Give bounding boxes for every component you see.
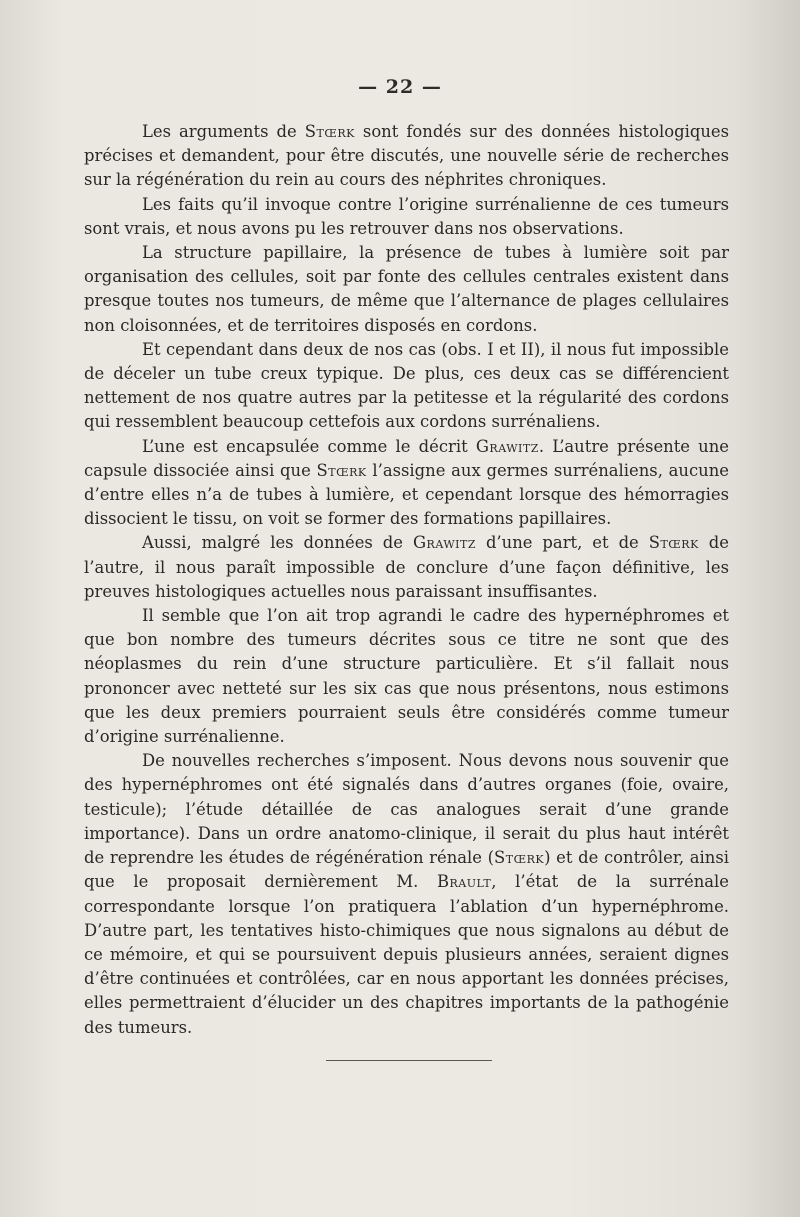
paragraph-text: Il semble que l’on ait trop agrandi le cadre des hypernéphromes et que bon nombre des tumeurs décrites sous ce titre ne sont que des néoplasmes du rein d’une structure particulière. Et s’il fallait nous prononcer avec netteté sur les six cas que nous présentons, nous estimons que les deux premiers pourraient seuls être considérés comme tumeur d’origine surrénalienne. — [84, 606, 729, 747]
section-end-rule — [326, 1060, 492, 1061]
paragraph-3 — [84, 241, 729, 338]
paragraph-text: Et cependant dans deux de nos cas (obs. I et II), il nous fut impossible de déceler un tube creux typique. De plus, ces deux cas se différencient nettement de nos quatre autres par la petitesse et la régularité des cordons qui ressemblent beaucoup cettefois aux cordons surrénaliens. — [84, 339, 729, 432]
paragraph-text: Les arguments de — [142, 122, 305, 141]
paragraph-4 — [84, 338, 729, 435]
author-name: Brault — [436, 872, 492, 892]
paragraph-7 — [84, 604, 729, 749]
paragraph-text: de l’autre, il nous paraît impossible de conclure d’une façon définitive, les preuves histologiques actuelles nous paraissant insuffisantes. — [84, 533, 729, 601]
author-name: Grawitz — [412, 533, 476, 553]
paragraph-text: De nouvelles recherches s’imposent. Nous devons nous souvenir que des hypernéphromes ont été signalés dans d’autres organes (foie, ovaire, testicule); l’étude détaillée de cas analogues serait d’une grande importance). Dans un ordre anatomo-clinique, il serait du plus haut intérêt de reprendre les études de régénération rénale ( — [84, 751, 729, 868]
paragraph-6 — [84, 531, 729, 604]
author-name: Stœrk — [316, 460, 367, 480]
paragraph-text: l’assigne aux germes surrénaliens, aucune d’entre elles n’a de tubes à lumière, et cependant lorsque des hémorragies dissocient le tissu, on voit se former des formations papillaires. — [84, 460, 729, 529]
page-number: — 22 — — [358, 76, 442, 98]
paragraph-text: Les faits qu’il invoque contre l’origine surrénalienne de ces tumeurs sont vrais, et nous avons pu les retrouver dans nos observations. — [84, 194, 729, 238]
paragraph-text: . L’autre présente une capsule dissociée ainsi que — [84, 436, 729, 480]
paragraph-5 — [84, 435, 729, 532]
paragraph-text: La structure papillaire, la présence de tubes à lumière soit par organisation des cellules, soit par fonte des cellules centrales existent dans presque toutes nos tumeurs, de même que l’alternance de plages cellulaires non cloisonnées, et de territoires disposés en cordons. — [84, 243, 729, 335]
paragraph-text: ) et de contrôler, ainsi que le proposait dernièrement M. — [84, 848, 729, 892]
paragraph-text: Aussi, malgré les données de — [142, 533, 413, 553]
author-name: Grawitz — [475, 436, 539, 456]
paragraph-text: d’une part, et de — [475, 533, 649, 553]
paragraph-text: sont fondés sur des données histologiques précises et demandent, pour être discutés, une nouvelle série de recherches sur la régénération du rein au cours des néphrites chroniques. — [84, 122, 729, 190]
author-name: Stœrk — [304, 122, 355, 141]
paragraph-text: L’une est encapsulée comme le décrit — [142, 436, 476, 456]
paragraph-8 — [84, 749, 729, 1039]
paragraph-1 — [84, 120, 729, 193]
author-name: Stœrk — [494, 848, 545, 868]
paragraph-2 — [84, 193, 729, 241]
body-text — [84, 120, 729, 1040]
paragraph-text: , l’état de la surrénale correspondante lorsque l’on pratiquera l’ablation d’un hypernéphrome. D’autre part, les tentatives histo-chimiques que nous signalons au début de ce mémoire, et qui se poursuivent depuis plusieurs années, seraient dignes d’être continuées et contrôlées, car en nous apportant les données précises, elles permettraient d’élucider un des chapitres importants de la pathogénie des tumeurs. — [84, 872, 729, 1037]
author-name: Stœrk — [648, 533, 699, 553]
